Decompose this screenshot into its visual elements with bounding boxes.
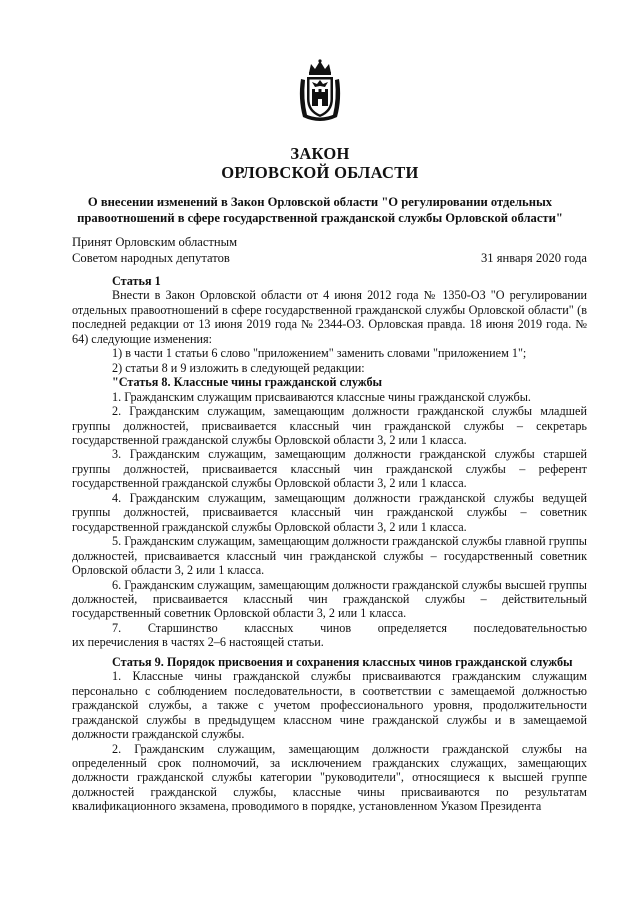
paragraph: 2) статьи 8 и 9 изложить в следующей редакции: xyxy=(112,360,365,375)
document-title-region: ОРЛОВСКОЙ ОБЛАСТИ xyxy=(221,163,419,182)
paragraph: 2. Гражданским служащим, замещающим должности гражданской службы младшей группы должностей, присваивается классный чин гражданской службы – секретарь государственной гражданской службы Орловской области 3, 2 или 1 класса. xyxy=(72,404,587,447)
paragraph: 5. Гражданским служащим, замещающим должности гражданской службы главной группы должностей, присваивается классный чин гражданской службы – государственный советник Орловской области 3, 2 или 1 класса. xyxy=(72,534,587,578)
document-body xyxy=(72,274,587,814)
paragraph: 1) в части 1 статьи 6 слово "приложением" заменить словами "приложением 1"; xyxy=(112,346,527,361)
adopted-line: Принят Орловским областным xyxy=(72,235,238,249)
paragraph: 2. Гражданским служащим, замещающим должности гражданской службы на определенный срок полномочий, за исключением гражданских служащих, замещающих должности гражданской службы категории "руководители", относящиеся к высшей группе должностей гражданской службы, классные чины присваиваются по результатам квалификационного экзамена, проводимого в порядке, установленном Указом Президента xyxy=(72,741,587,814)
paragraph: 1. Гражданским служащим присваиваются классные чины гражданской службы. xyxy=(112,389,531,404)
article-heading: "Статья 8. Классные чины гражданской службы xyxy=(112,375,383,390)
document-subtitle: О внесении изменений в Закон Орловской области "О регулировании отдельных правоотношений в сфере государственной гражданской службы Орловской области" xyxy=(77,195,563,225)
paragraph: 7. Старшинство классных чинов определяется последовательностью xyxy=(112,620,587,635)
coat-of-arms-icon xyxy=(297,59,343,125)
paragraph: 6. Гражданским служащим, замещающим должности гражданской службы высшей группы должностей, присваивается классный чин гражданской службы – действительный государственный советник Орловской области 3, 2 или 1 класса. xyxy=(72,577,587,621)
paragraph: 1. Классные чины гражданской службы присваиваются гражданским служащим персонально с соблюдением последовательности, в соответствии с замещаемой должностью гражданской службы, а также с учетом профессионального уровня, продолжительности гражданской службы в предыдущем классном чине гражданской службы и в замещаемой должности гражданской службы. xyxy=(72,669,587,742)
adopted-line: Советом народных депутатов xyxy=(72,251,230,265)
article-heading: Статья 9. Порядок присвоения и сохранения классных чинов гражданской службы xyxy=(112,654,573,669)
adoption-date: 31 января 2020 года xyxy=(480,251,587,265)
paragraph: 3. Гражданским служащим, замещающим должности гражданской службы старшей группы должностей, присваивается классный чин гражданской службы – референт государственной гражданской службы Орловской области 3, 2 или 1 класса. xyxy=(72,447,587,491)
paragraph: 4. Гражданским служащим, замещающим должности гражданской службы ведущей группы должностей, присваивается классный чин гражданской службы – советник государственной гражданской службы Орловской области 3, 2 или 1 класса. xyxy=(72,490,587,534)
document-title: ЗАКОН xyxy=(290,144,350,163)
paragraph: их перечисления в частях 2–6 настоящей статьи. xyxy=(72,635,324,650)
paragraph: Внести в Закон Орловской области от 4 июня 2012 года № 1350-ОЗ "О регулировании отдельных правоотношений в сфере государственной гражданской службы Орловской области" (в последней редакции от 13 июня 2019 года № 2344-ОЗ. Орловская правда. 18 июня 2019 года. № 64) следующие изменения: xyxy=(72,288,587,346)
adopted-by xyxy=(72,234,237,266)
article-heading: Статья 1 xyxy=(112,274,161,288)
